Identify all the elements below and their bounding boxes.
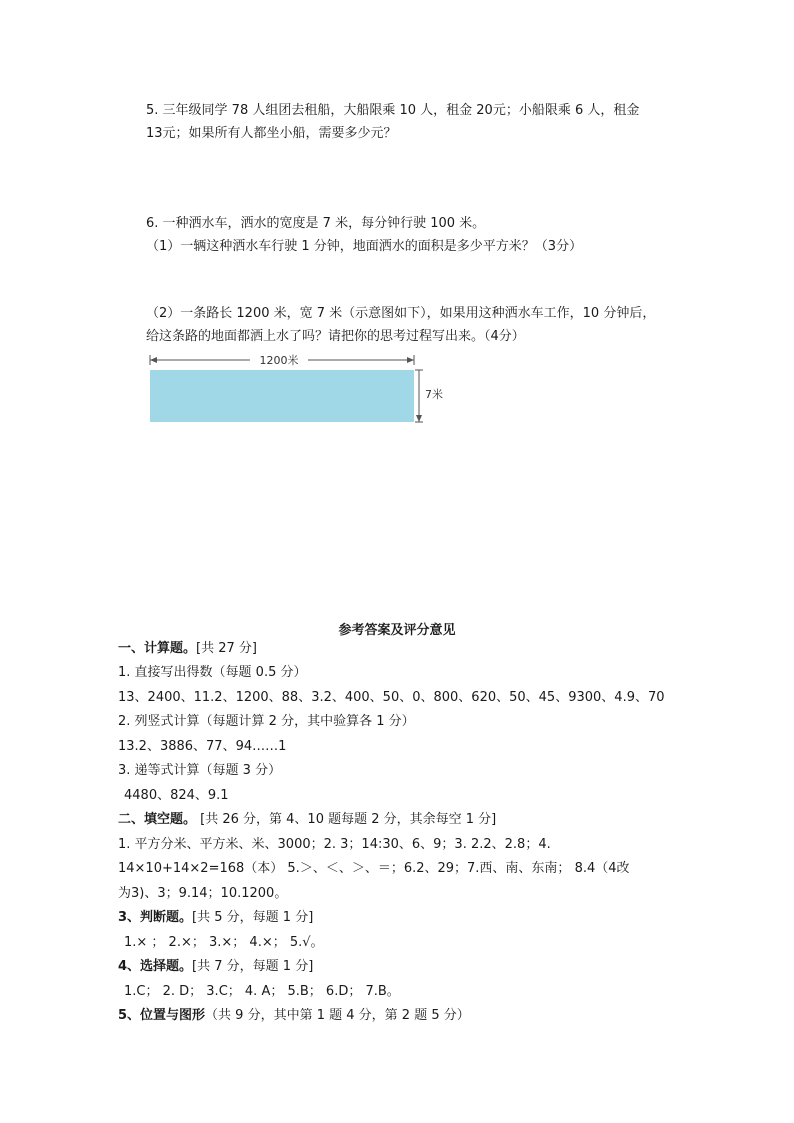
section1-heading: [118, 639, 257, 659]
width-label: 7米: [425, 388, 443, 401]
s1-item3-answers: 4480、824、9.1: [124, 788, 229, 803]
q6-part1: （1）一辆这种洒水车行驶 1 分钟，地面洒水的面积是多少平方米？（3分）: [146, 239, 583, 254]
s3-answers: 1.× ； 2.×； 3.×； 4.×； 5.√。: [124, 935, 324, 950]
q5-line2: 13元；如果所有人都坐小船，需要多少元？: [146, 126, 397, 141]
road-rectangle: [150, 370, 414, 422]
q5-line1: 5. 三年级同学 78 人组团去租船，大船限乘 10 人，租金 20元；小船限乘 6 人，租金: [146, 103, 640, 118]
section4-note: [共 7 分，每题 1 分]: [192, 959, 314, 974]
length-arrow-left: [150, 357, 157, 363]
length-label: 1200米: [259, 354, 299, 367]
s1-item3: 3. 递等式计算（每题 3 分）: [118, 763, 282, 778]
section2-note: [共 26 分，第 4、10 题每题 2 分，其余每空 1 分]: [196, 812, 497, 827]
s4-answers: 1.C； 2. D； 3.C； 4. A； 5.B； 6.D； 7.B。: [124, 984, 400, 999]
section2-heading: [118, 810, 496, 830]
s1-item1-answers: 13、2400、11.2、1200、88、3.2、400、50、0、800、620、50、45、9300、4.9、70: [118, 690, 665, 705]
section4-title: 4、选择题。: [118, 959, 193, 974]
section3-note: [共 5 分，每题 1 分]: [192, 910, 314, 925]
section3-title: 3、判断题。: [118, 910, 193, 925]
road-diagram: [146, 352, 446, 428]
s2-line3: 为3)、3；9.14；10.1200。: [118, 886, 288, 901]
width-arrow-bottom: [416, 415, 422, 422]
section3-heading: [118, 908, 313, 928]
length-arrow-right: [407, 357, 414, 363]
q6-intro: 6. 一种洒水车，洒水的宽度是 7 米，每分钟行驶 100 米。: [146, 216, 486, 231]
s2-line2: 14×10+14×2=168（本） 5.＞、＜、＞、＝；6.2、29；7.西、南、东南； 8.4（4改: [118, 861, 630, 876]
section5-heading: [118, 1006, 470, 1026]
s1-item2-answers: 13.2、3886、77、94……1: [118, 739, 287, 754]
s2-line1: 1. 平方分米、平方米、米、3000；2. 3；14:30、6、9；3. 2.2、2.8；4.: [118, 837, 551, 852]
q6-part2-line1: （2）一条路长 1200 米，宽 7 米（示意图如下），如果用这种洒水车工作，10 分钟后，: [146, 306, 656, 321]
answers-title: 参考答案及评分意见: [338, 623, 456, 638]
q6-part2-line2: 给这条路的地面都洒上水了吗？请把你的思考过程写出来。（4分）: [146, 329, 525, 344]
section2-title: 二、填空题。: [118, 812, 197, 827]
section5-note: （共 9 分，其中第 1 题 4 分，第 2 题 5 分）: [205, 1008, 470, 1023]
section4-heading: [118, 957, 313, 977]
section1-note: [共 27 分]: [196, 641, 257, 656]
s1-item1: 1. 直接写出得数（每题 0.5 分）: [118, 665, 307, 680]
section1-title: 一、计算题。: [118, 641, 197, 656]
s1-item2: 2. 列竖式计算（每题计算 2 分，其中验算各 1 分）: [118, 714, 415, 729]
section5-title: 5、位置与图形: [118, 1008, 206, 1023]
